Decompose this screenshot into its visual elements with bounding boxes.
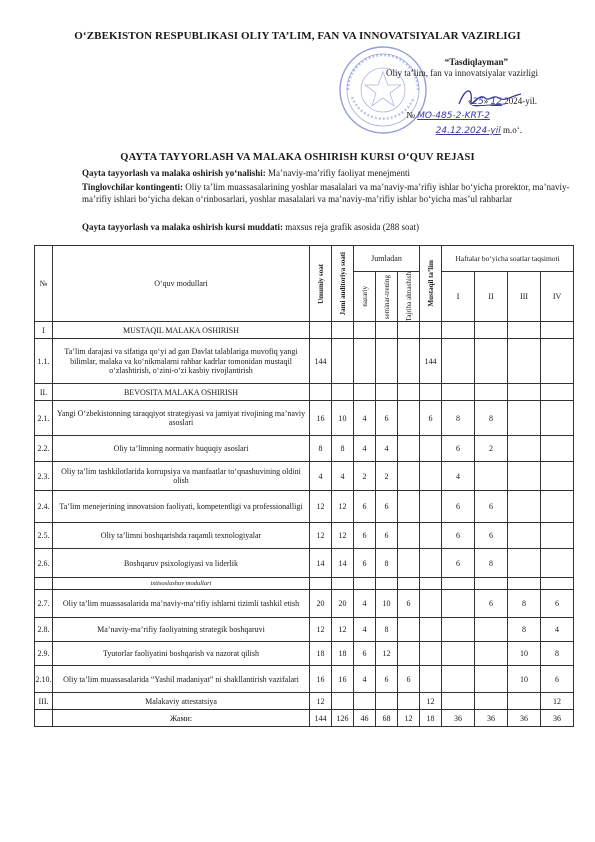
header-auditory: Jami auditoriya soati [338,252,347,316]
row-total: 12 [310,618,332,642]
approval-heading: “Tasdiqlayman” [444,57,508,67]
row-week-4: 8 [541,642,574,666]
contingent-value: Oliy ta’lim muassasalarining yoshlar masalalari va ma’naviy-ma’rifiy ishlar bo‘yicha prorektor, ma’naviy-ma’rifiy ishlari bo‘yicha dekan o‘rinbosarlari, yoshlar masalalari va ma’naviy-ma’rifiy ishlar bo‘yicha mas’ul rahbarlar [82,182,570,204]
totals-independent: 18 [420,710,442,727]
row-independent [420,491,442,523]
totals-seminar: 68 [376,710,398,727]
row-name: Tyutorlar faoliyatini boshqarish va nazorat qilish [53,642,310,666]
totals-row [35,710,574,727]
row-week-2: 6 [475,523,508,549]
duration-label: Qayta tayyorlash va malaka oshirish kursi muddati: [82,222,284,232]
table-row [35,549,574,578]
row-seminar: 6 [376,401,398,436]
row-seminar: 8 [376,618,398,642]
contingent-line [82,182,572,205]
row-name: Ma’naviy-ma’rifiy faoliyatning strategik boshqaruvi [53,618,310,642]
totals-practice: 12 [398,710,420,727]
header-independent: Mustaqil ta’lim [426,260,435,307]
section-1-name: MUSTAQIL MALAKA OSHIRISH [53,322,310,339]
totals-auditory: 126 [332,710,354,727]
row-week-3 [508,401,541,436]
header-auditory-cell [332,246,354,322]
approval-order-date [436,125,522,136]
header-week-3: III [508,272,541,322]
row-practice [398,436,420,462]
row-practice [398,523,420,549]
row-total: 18 [310,642,332,666]
header-practice-cell [398,272,420,322]
row-name: Oliy ta’lim muassasalarida ma’naviy-ma’rifiy ishlarni tizimli tashkil etish [53,590,310,618]
header-week-4: IV [541,272,574,322]
totals-week-4: 36 [541,710,574,727]
row-total: 16 [310,401,332,436]
date-quote-open: « [467,96,473,106]
row-practice [398,642,420,666]
header-seminar: seminar-trening [382,274,391,319]
row-week-1: 8 [442,401,475,436]
row-week-4: 6 [541,666,574,693]
row-week-2: 2 [475,436,508,462]
row-week-4 [541,401,574,436]
header-total-cell [310,246,332,322]
row-week-3 [508,462,541,491]
table-row [35,666,574,693]
row-total: 16 [310,666,332,693]
row-auditory: 12 [332,523,354,549]
row-seminar: 10 [376,590,398,618]
row-week-2: 8 [475,401,508,436]
row-week-4 [541,549,574,578]
section-2-num: II. [35,384,53,401]
row-name: Oliy ta’lim muassasalarida “Yashil madaniyat” ni shakllantirish vazifalari [53,666,310,693]
row-auditory: 14 [332,549,354,578]
row-total: 14 [310,549,332,578]
row-week-1: 6 [442,549,475,578]
row-total: 4 [310,462,332,491]
section-row-1 [35,322,574,339]
row-practice [398,401,420,436]
row-total: 8 [310,436,332,462]
row-week-2 [475,462,508,491]
row-week-2 [475,618,508,642]
row-theory: 6 [354,491,376,523]
table-row [35,642,574,666]
row-week-3 [508,436,541,462]
order-suffix: m.o‘. [503,125,522,135]
row-theory: 4 [354,666,376,693]
row-independent [420,462,442,491]
section-2-name: BEVOSITA MALAKA OSHIRISH [53,384,310,401]
row-week-3 [508,523,541,549]
section-3-num: III. [35,693,53,710]
section-1-num: I [35,322,53,339]
row-total: 144 [310,339,332,384]
row-theory: 2 [354,462,376,491]
row-seminar: 6 [376,666,398,693]
section-row-3 [35,693,574,710]
row-name: Oliy ta’lim tashkilotlarida korrupsiya va manfaatlar to‘qnashuvining oldini olish [53,462,310,491]
row-num: 1.1. [35,339,53,384]
table-row [35,523,574,549]
row-independent: 6 [420,401,442,436]
row-practice [398,491,420,523]
date-day: 25 [472,97,484,107]
section-row-2 [35,384,574,401]
row-week-3: 8 [508,618,541,642]
row-name: Ta’lim menejerining innovatsion faoliyati, kompetentligi va professionalligi [53,491,310,523]
row-auditory: 16 [332,666,354,693]
row-num: 2.4. [35,491,53,523]
row-practice [398,549,420,578]
row-seminar: 4 [376,436,398,462]
order-date-value: 24.12.2024-yil [435,126,501,136]
approval-number [406,110,490,121]
row-seminar: 12 [376,642,398,666]
row-independent [420,666,442,693]
row-week-2: 6 [475,590,508,618]
row-seminar: 2 [376,462,398,491]
row-theory: 6 [354,642,376,666]
row-num: 2.5. [35,523,53,549]
row-total: 20 [310,590,332,618]
row-auditory: 12 [332,491,354,523]
totals-label: Жами: [53,710,310,727]
section-3-independent: 12 [420,693,442,710]
row-num: 2.3. [35,462,53,491]
row-practice [398,462,420,491]
row-practice [398,618,420,642]
number-sign: № [406,110,415,120]
totals-theory: 46 [354,710,376,727]
row-week-1: 4 [442,462,475,491]
table-row [35,618,574,642]
date-year: 2024-yil. [504,96,537,106]
row-week-2 [475,666,508,693]
specialization-row [35,578,574,590]
row-num: 2.6. [35,549,53,578]
table-row [35,401,574,436]
row-week-3: 10 [508,666,541,693]
totals-week-3: 36 [508,710,541,727]
row-total: 12 [310,491,332,523]
row-week-3 [508,491,541,523]
section-3-name: Malakaviy attestatsiya [53,693,310,710]
header-total: Umumiy soat [316,263,325,304]
header-weekly: Haftalar bo‘yicha soatlar taqsimoti [442,246,574,272]
row-num: 2.8. [35,618,53,642]
row-week-3: 10 [508,642,541,666]
approval-date [468,96,537,107]
header-jumladan: Jumladan [354,246,420,272]
row-week-1: 6 [442,491,475,523]
row-week-1: 6 [442,523,475,549]
row-independent [420,590,442,618]
row-theory: 6 [354,523,376,549]
header-theory-cell [354,272,376,322]
duration-value: maxsus reja grafik asosida (288 soat) [285,222,419,232]
header-theory: nazariy [360,286,369,308]
row-week-4 [541,462,574,491]
row-week-4 [541,523,574,549]
totals-week-2: 36 [475,710,508,727]
row-independent [420,436,442,462]
row-theory: 6 [354,549,376,578]
row-independent [420,523,442,549]
table-row [35,590,574,618]
row-seminar: 6 [376,523,398,549]
totals-week-1: 36 [442,710,475,727]
direction-label: Qayta tayyorlash va malaka oshirish yo‘nalishi: [82,168,266,178]
row-auditory: 20 [332,590,354,618]
date-month: 12 [490,97,502,107]
header-week-2: II [475,272,508,322]
row-total: 12 [310,523,332,549]
row-theory: 4 [354,618,376,642]
header-modules: O‘quv modullari [53,246,310,322]
row-seminar: 8 [376,549,398,578]
row-num: 2.7. [35,590,53,618]
row-week-1 [442,666,475,693]
row-name: Boshqaruv psixologiyasi va liderlik [53,549,310,578]
header-num: № [35,246,53,322]
header-practice: Tajriba almashish [404,272,413,322]
row-week-4 [541,436,574,462]
row-week-4: 6 [541,590,574,618]
row-independent [420,642,442,666]
row-independent: 144 [420,339,442,384]
header-week-1: I [442,272,475,322]
section-3-total: 12 [310,693,332,710]
direction-line [82,168,572,180]
row-auditory: 12 [332,618,354,642]
curriculum-table [34,245,574,727]
row-theory: 4 [354,401,376,436]
row-week-3 [508,549,541,578]
row-week-2: 6 [475,491,508,523]
row-week-2: 8 [475,549,508,578]
row-name: Oliy ta’limni boshqarishda raqamli texnologiyalar [53,523,310,549]
row-auditory: 4 [332,462,354,491]
header-seminar-cell [376,272,398,322]
row-week-3: 8 [508,590,541,618]
direction-value: Ma’naviy-ma’rifiy faoliyat menejmenti [268,168,410,178]
row-independent [420,618,442,642]
row-name: Yangi O‘zbekistonning taraqqiyot strategiyasi va jamiyat rivojining ma’naviy asoslari [53,401,310,436]
row-num: 2.9. [35,642,53,666]
table-row [35,339,574,384]
table-row [35,462,574,491]
round-seal-stamp [338,45,428,135]
row-auditory: 10 [332,401,354,436]
document-title: QAYTA TAYYORLASH VA MALAKA OSHIRISH KURSI O‘QUV REJASI [120,152,475,163]
row-name: Ta’lim darajasi va sifatiga qo‘yi ad gan Davlat talablariga muvofiq yangi bilimlar, malaka va ko‘nikmalarni rahbar kadrlar tomonidan mustaqil o‘zlashtirish, o‘zini-o‘zi kasbiy rivojlantirish [53,339,310,384]
row-week-1: 6 [442,436,475,462]
row-seminar: 6 [376,491,398,523]
row-practice: 6 [398,666,420,693]
row-week-2 [475,642,508,666]
duration-line [82,222,572,234]
row-week-1 [442,618,475,642]
row-week-4: 4 [541,618,574,642]
totals-total: 144 [310,710,332,727]
approval-org: Oliy ta’lim, fan va innovatsiyalar vazirligi [386,68,538,78]
contingent-label: Tinglovchilar kontingenti: [82,182,183,192]
row-auditory: 8 [332,436,354,462]
header-independent-cell [420,246,442,322]
table-row [35,436,574,462]
row-week-4 [541,491,574,523]
row-week-1 [442,642,475,666]
date-quote-close: » [483,96,489,106]
ministry-title: O‘ZBEKISTON RESPUBLIKASI OLIY TA’LIM, FAN VA INNOVATSIYALAR VAZIRLIGI [74,30,521,42]
row-theory: 4 [354,436,376,462]
specialization-label: ixtisoslashuv modullari [53,578,310,590]
table-row [35,491,574,523]
row-theory: 4 [354,590,376,618]
row-practice: 6 [398,590,420,618]
row-name: Oliy ta’limning normativ huquqiy asoslari [53,436,310,462]
row-week-1 [442,590,475,618]
row-num: 2.10. [35,666,53,693]
approval-number-value: MO-485-2-KRT-2 [417,111,490,121]
section-3-week-4: 12 [541,693,574,710]
row-num: 2.1. [35,401,53,436]
row-independent [420,549,442,578]
row-num: 2.2. [35,436,53,462]
row-auditory: 18 [332,642,354,666]
